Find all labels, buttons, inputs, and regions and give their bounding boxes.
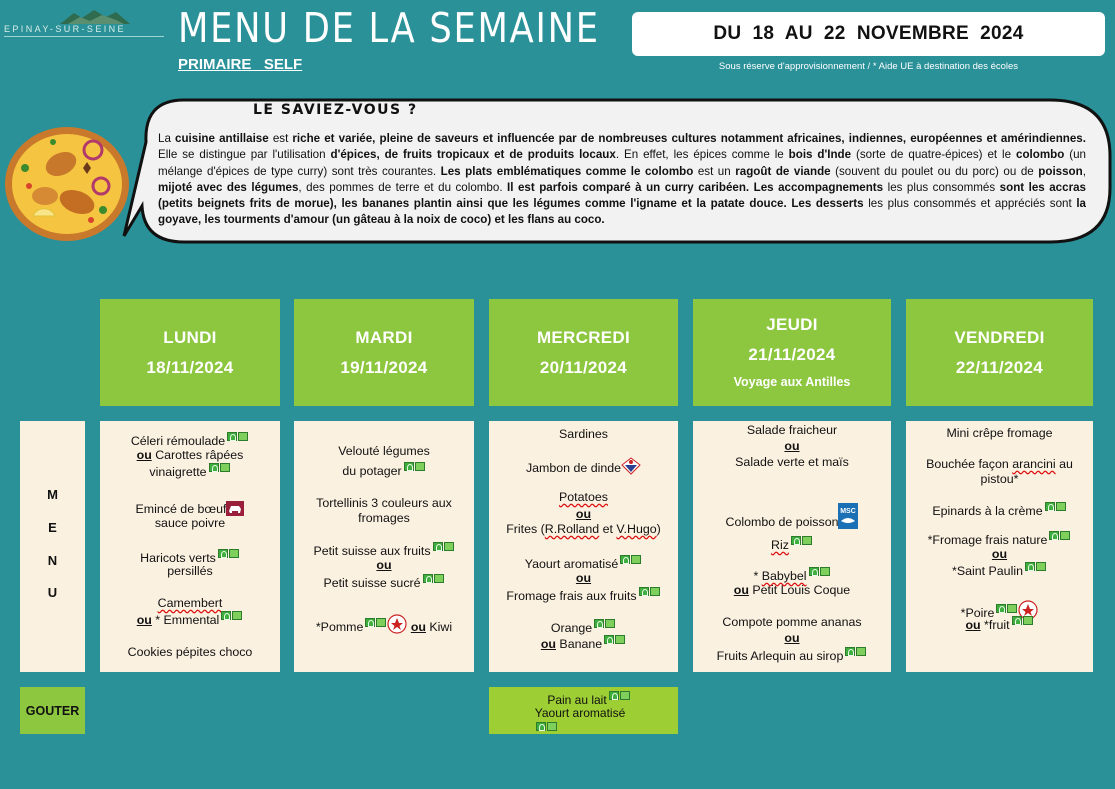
menu-item-label: Riz bbox=[771, 538, 789, 552]
menu-item bbox=[489, 635, 678, 652]
svg-text:MSC: MSC bbox=[840, 508, 857, 515]
bubble-text-segment: Les plats emblématiques comme le colombo bbox=[440, 164, 694, 178]
menu-letter: N bbox=[47, 553, 58, 568]
menu-item bbox=[294, 614, 474, 638]
menu-item-label: Orange bbox=[550, 621, 593, 635]
bubble-text-segment: ragoût de viande bbox=[735, 164, 831, 178]
menu-item bbox=[489, 427, 678, 442]
bio-icon bbox=[536, 722, 558, 731]
label-rouge-poultry-icon bbox=[621, 457, 641, 479]
bio-icon bbox=[1049, 531, 1071, 540]
bubble-text-segment: sont les accras (petits beignets frits de morue), les bananes plantin ainsi que les légumes comme l'igname et la patate douce. Les desserts bbox=[158, 180, 1086, 211]
local-product-icon bbox=[387, 614, 407, 638]
menu-item bbox=[489, 507, 678, 522]
menu-item-label: Frites (R.Rolland et V.Hugo) bbox=[506, 522, 661, 536]
menu-item bbox=[693, 536, 891, 553]
menu-item-label: Fruits Arlequin au sirop bbox=[716, 649, 844, 663]
menu-item bbox=[906, 426, 1093, 441]
menu-item bbox=[100, 645, 280, 660]
logo-hills-icon bbox=[60, 8, 130, 24]
bio-icon bbox=[221, 611, 243, 620]
menu-item bbox=[294, 444, 474, 459]
menu-item bbox=[489, 522, 678, 537]
day-header-jeudi bbox=[693, 299, 891, 406]
menu-item-label: Sardines bbox=[559, 427, 608, 441]
msc-icon bbox=[838, 503, 858, 533]
bubble-text-segment: La bbox=[158, 132, 176, 145]
menu-item-label: Jambon de dinde bbox=[525, 461, 622, 475]
menu-item bbox=[906, 502, 1093, 519]
or-separator: ou bbox=[991, 547, 1008, 561]
menu-column-mardi bbox=[294, 421, 474, 672]
day-name: MERCREDI bbox=[536, 327, 631, 347]
menu-item-label: *Fromage frais nature bbox=[927, 533, 1048, 547]
bubble-text-segment: riche et variée, pleine de saveurs et influencée par de nombreuses cultures notamment africaines, indiennes, européennes et amérindiennes. bbox=[292, 132, 1086, 145]
day-header-lundi bbox=[100, 299, 280, 406]
or-separator: ou bbox=[784, 439, 800, 453]
menu-letter: M bbox=[47, 487, 58, 502]
day-header-mardi bbox=[294, 299, 474, 406]
menu-item bbox=[294, 511, 474, 526]
menu-item-label: Banane bbox=[555, 637, 603, 651]
or-separator: ou bbox=[733, 583, 749, 597]
day-theme: Voyage aux Antilles bbox=[733, 375, 851, 389]
menu-item bbox=[906, 457, 1093, 472]
menu-column-vendredi bbox=[906, 421, 1093, 672]
bubble-text-segment: (souvent du poulet ou du porc) ou de bbox=[830, 164, 1039, 178]
bubble-text-segment: bois d'Inde bbox=[788, 148, 852, 162]
bio-icon bbox=[791, 536, 813, 545]
menu-item-label: *Saint Paulin bbox=[952, 564, 1023, 578]
menu-item-label: Emincé de bœuf bbox=[135, 502, 227, 516]
or-separator: ou bbox=[376, 558, 392, 572]
or-separator: ou bbox=[965, 618, 981, 632]
or-separator: ou bbox=[410, 620, 426, 634]
bubble-text-segment: , bbox=[1082, 164, 1086, 178]
menu-item bbox=[294, 542, 474, 559]
logo-rule bbox=[4, 36, 164, 37]
menu-item bbox=[294, 574, 474, 591]
bio-icon bbox=[620, 555, 642, 564]
bubble-text-segment: . En effet, les épices comme le bbox=[615, 148, 789, 162]
menu-item-label: Compote pomme ananas bbox=[722, 615, 862, 629]
menu-item-label: Petit suisse aux fruits bbox=[313, 544, 431, 558]
bubble-text-segment: Elle se distingue par l'utilisation bbox=[158, 148, 331, 162]
menu-item-label: Velouté légumes bbox=[338, 444, 430, 458]
day-date: 21/11/2024 bbox=[748, 345, 836, 364]
date-range-box bbox=[632, 12, 1105, 56]
day-header-mercredi bbox=[489, 299, 678, 406]
menu-letter: U bbox=[47, 585, 58, 600]
day-name: VENDREDI bbox=[954, 327, 1045, 347]
menu-item bbox=[100, 611, 280, 628]
menu-item bbox=[294, 462, 474, 479]
menu-item bbox=[294, 558, 474, 573]
bio-icon bbox=[639, 587, 661, 596]
bio-icon bbox=[218, 549, 240, 558]
bubble-text-segment: mijoté avec des légumes bbox=[158, 180, 299, 194]
day-header-vendredi bbox=[906, 299, 1093, 406]
menu-item bbox=[489, 587, 678, 604]
menu-item-label: pistou* bbox=[980, 472, 1019, 486]
menu-item bbox=[693, 567, 891, 584]
day-name: JEUDI bbox=[766, 315, 818, 334]
menu-item-label: * Emmental bbox=[151, 613, 220, 627]
snack-item-label: Yaourt aromatisé bbox=[534, 706, 626, 720]
menu-item-label: *Pomme bbox=[315, 620, 364, 634]
menu-item-label: *fruit bbox=[980, 618, 1010, 632]
menu-item-label: * Babybel bbox=[753, 569, 807, 583]
colombo-dish-icon bbox=[3, 124, 131, 242]
menu-item bbox=[100, 516, 280, 531]
bubble-text-segment: les plus consommés bbox=[883, 180, 1000, 194]
bubble-text-segment: la goyave, les tourments d'amour (un gâteau à la noix de coco) et les flans au coco. bbox=[158, 197, 1086, 227]
menu-item bbox=[489, 457, 678, 479]
or-separator: ou bbox=[136, 448, 152, 462]
menu-item-label: Yaourt aromatisé bbox=[524, 557, 619, 571]
day-date: 18/11/2024 bbox=[146, 357, 234, 377]
menu-item-label: Mini crêpe fromage bbox=[946, 426, 1053, 440]
bubble-text-segment: les plus consommés et appréciés sont bbox=[863, 197, 1077, 211]
page-subtitle: PRIMAIRE SELF bbox=[178, 56, 303, 73]
bio-icon bbox=[1025, 562, 1047, 571]
menu-item bbox=[100, 596, 280, 611]
bio-icon bbox=[433, 542, 455, 551]
menu-letter: E bbox=[48, 520, 57, 535]
gouter-label bbox=[20, 687, 85, 734]
menu-item-label: Salade verte et maïs bbox=[735, 455, 849, 469]
or-separator: ou bbox=[136, 613, 152, 627]
bubble-text-segment: est un bbox=[693, 164, 736, 178]
logo-text: EPINAY-SUR-SEINE bbox=[4, 24, 126, 34]
menu-item-label: Potatoes bbox=[559, 490, 608, 504]
menu-item-label: du potager bbox=[342, 464, 402, 478]
snack-cell bbox=[489, 687, 678, 734]
menu-item bbox=[489, 490, 678, 505]
menu-item bbox=[906, 616, 1093, 633]
menu-item bbox=[100, 448, 280, 463]
bubble-text-segment: poisson bbox=[1038, 164, 1083, 178]
bio-icon bbox=[365, 618, 387, 627]
bio-icon bbox=[604, 635, 626, 644]
menu-item-label: Colombo de poisson bbox=[725, 515, 839, 529]
menu-item bbox=[294, 496, 474, 511]
menu-side-label bbox=[20, 421, 85, 672]
menu-item bbox=[693, 583, 891, 598]
bio-icon bbox=[996, 604, 1018, 613]
bio-icon bbox=[1045, 502, 1067, 511]
menu-item-label: fromages bbox=[358, 511, 410, 525]
bubble-text bbox=[158, 131, 1086, 229]
menu-column-mercredi bbox=[489, 421, 678, 672]
bio-icon bbox=[809, 567, 831, 576]
menu-item bbox=[100, 463, 280, 480]
menu-item-label: Tortellinis 3 couleurs aux bbox=[316, 496, 452, 510]
bubble-text-segment: , des pommes de terre et du colombo. bbox=[298, 180, 508, 194]
snack-item bbox=[505, 706, 655, 721]
menu-item bbox=[693, 647, 891, 664]
menu-item bbox=[693, 439, 891, 454]
bubble-text-segment: (un mélange d'épices de type curry) sont très courantes. bbox=[158, 148, 1086, 178]
menu-item bbox=[906, 472, 1093, 487]
or-separator: ou bbox=[540, 637, 556, 651]
menu-item-label: sauce poivre bbox=[154, 516, 226, 530]
menu-item-label: persillés bbox=[167, 564, 213, 578]
bubble-text-segment: cuisine antillaise bbox=[175, 132, 269, 145]
snack-item-label: Pain au lait bbox=[547, 693, 607, 707]
day-date: 20/11/2024 bbox=[539, 357, 628, 377]
menu-item-label: vinaigrette bbox=[149, 465, 207, 479]
menu-item bbox=[906, 531, 1093, 548]
bubble-title: LE SAVIEZ-VOUS ? bbox=[253, 102, 418, 118]
page-title: MENU DE LA SEMAINE bbox=[178, 4, 600, 52]
menu-item-label: *Poire bbox=[960, 606, 995, 620]
menu-item-label: Petit suisse sucré bbox=[323, 576, 421, 590]
snack-icon-row bbox=[535, 722, 559, 739]
menu-item-label: Carottes râpées bbox=[151, 448, 244, 462]
menu-item bbox=[693, 631, 891, 646]
menu-item-label: Fromage frais aux fruits bbox=[506, 589, 637, 603]
bubble-text-segment: (sorte de quatre-épices) et le bbox=[851, 148, 1016, 162]
bio-icon bbox=[1012, 616, 1034, 625]
menu-column-lundi bbox=[100, 421, 280, 672]
menu-item-label: Salade fraicheur bbox=[746, 423, 838, 437]
menu-column-jeudi bbox=[693, 421, 891, 672]
menu-item-label: Bouchée façon arancini au bbox=[926, 457, 1073, 471]
or-separator: ou bbox=[575, 507, 592, 521]
bio-icon bbox=[845, 647, 867, 656]
menu-item bbox=[100, 432, 280, 449]
bubble-text-segment: Il est parfois comparé à un curry caribéen. Les accompagnements bbox=[507, 180, 884, 194]
menu-item-label: Epinards à la crème bbox=[932, 504, 1043, 518]
menu-item bbox=[489, 555, 678, 572]
menu-item-label: Camembert bbox=[157, 596, 223, 610]
day-date: 22/11/2024 bbox=[955, 357, 1044, 377]
menu-item bbox=[906, 562, 1093, 579]
bio-icon bbox=[609, 691, 631, 700]
menu-item bbox=[489, 619, 678, 636]
bubble-text-segment: d'épices, de fruits tropicaux et de produits locaux bbox=[330, 148, 616, 162]
menu-item bbox=[100, 564, 280, 579]
menu-item bbox=[489, 571, 678, 586]
gouter-text: GOUTER bbox=[25, 703, 80, 718]
bubble-text-segment: est bbox=[268, 132, 293, 145]
or-separator: ou bbox=[784, 631, 800, 645]
menu-item bbox=[906, 547, 1093, 562]
bubble-text-segment: colombo bbox=[1016, 148, 1065, 162]
or-separator: ou bbox=[575, 571, 592, 585]
day-name: LUNDI bbox=[163, 327, 217, 347]
date-range: DU 18 AU 22 NOVEMBRE 2024 bbox=[713, 23, 1024, 44]
bio-icon bbox=[404, 462, 426, 471]
menu-item-label: Kiwi bbox=[425, 620, 453, 634]
bio-icon bbox=[209, 463, 231, 472]
menu-item bbox=[693, 455, 891, 470]
bio-icon bbox=[594, 619, 616, 628]
menu-item-label: Haricots verts bbox=[140, 551, 216, 565]
menu-item-label: Petit Louis Coque bbox=[748, 583, 851, 597]
bio-icon bbox=[227, 432, 249, 441]
bio-icon bbox=[423, 574, 445, 583]
day-name: MARDI bbox=[355, 327, 413, 347]
menu-item bbox=[693, 615, 891, 630]
menu-item bbox=[693, 423, 891, 438]
day-date: 19/11/2024 bbox=[340, 357, 428, 377]
supply-note: Sous réserve d'approvisionnement / * Aide UE à destination des écoles bbox=[718, 61, 1019, 72]
menu-item bbox=[693, 503, 891, 533]
menu-item-label: Cookies pépites choco bbox=[127, 645, 253, 659]
menu-item-label: Céleri rémoulade bbox=[130, 434, 226, 448]
